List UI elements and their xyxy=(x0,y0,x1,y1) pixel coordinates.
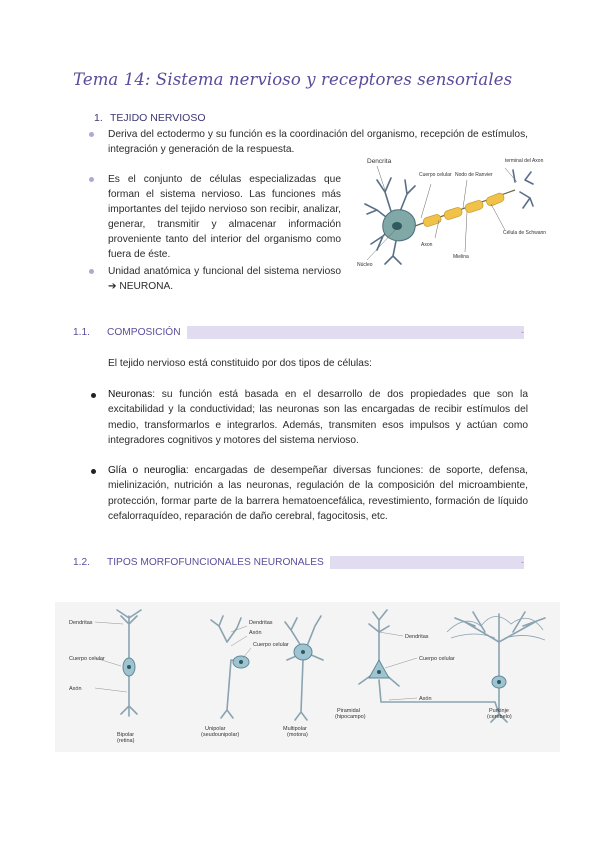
subsection-number: 1.2. xyxy=(73,557,90,568)
subsection-heading-tipos xyxy=(73,557,324,568)
bipolar-name: Bipolar xyxy=(117,732,135,738)
term-neuronas: Neuronas xyxy=(108,389,153,400)
unipolar-name: Unipolar xyxy=(205,726,226,732)
subsection-title: COMPOSICIÓN xyxy=(107,327,181,338)
bullet-dot xyxy=(89,177,94,182)
pyramidal-name: Piramidal xyxy=(337,708,360,714)
multipolar-sub: (motora) xyxy=(287,732,308,738)
term-glia: Glía o neuroglia xyxy=(108,465,186,476)
heading-highlight-bar xyxy=(187,326,524,339)
purkinje-sub: (cerebelo) xyxy=(487,714,512,720)
label-axon: Axon xyxy=(421,242,433,248)
glia-text: : encargadas de desempeñar diversas funciones: de soporte, defensa, mielinización, nutrición a las neuronas, regulación de la composición del microambiente, protección, formar parte de la barrera hematoencefálica, revestimiento, formación de líquido cefalorraquídeo, reparación de daño cerebral, fagocitosis, etc. xyxy=(108,465,528,522)
unipolar-sub: (seudounipolar) xyxy=(201,732,240,738)
label-schwann: Célula de Schwann xyxy=(503,230,547,236)
multipolar-name: Multipolar xyxy=(283,726,307,732)
purkinje-name: Purkinje xyxy=(489,708,509,714)
neuron-types-diagram xyxy=(55,602,560,752)
neuronas-text: : su función está basada en el desarrollo de dos propiedades que son la excitabilidad y la conductividad; las neuronas son las encargadas de recibir estímulos del medio, transformarlos e integrarlos. Además, transmiten esos impulsos y actúan como integradores cognitivos y motores del sistema nervioso. xyxy=(108,389,528,446)
unipolar-body-label: Cuerpo celular xyxy=(253,642,289,648)
section-title: TEJIDO NERVIOSO xyxy=(110,112,206,124)
unipolar-axon-label: Axón xyxy=(249,630,262,636)
bullet-text: Es el conjunto de células especializadas que forman el sistema nervioso. Las funciones más importantes del tejido nervioso son recibir, analizar, generar, transmitir y almacenar información proveniente tanto del interior del organismo como fuera de éste. xyxy=(108,174,341,260)
page-title: Tema 14: Sistema nervioso y receptores sensoriales xyxy=(73,70,513,89)
label-nucleus: Núcleo xyxy=(357,262,373,268)
subsection-heading-composicion xyxy=(73,327,181,338)
label-myelin: Mielina xyxy=(453,254,469,260)
heading-dash: - xyxy=(521,327,524,337)
bullet-text: Deriva del ectodermo y su función es la coordinación del organismo, recepción de estímulos, integración y generación de la respuesta. xyxy=(108,129,528,155)
bullet-dot xyxy=(91,469,96,474)
unipolar-dendrites-label: Dendritas xyxy=(249,620,273,626)
heading-dash: - xyxy=(521,557,524,567)
bipolar-sub: (retina) xyxy=(117,738,135,744)
section-heading-tejido xyxy=(94,112,206,124)
pyramidal-dendrites-label: Dendritas xyxy=(405,634,429,640)
subsection-title: TIPOS MORFOFUNCIONALES NEURONALES xyxy=(107,557,324,568)
pyramidal-sub: (hipocampo) xyxy=(335,714,366,720)
label-cell-body: Cuerpo celular xyxy=(419,172,452,178)
bullet-item xyxy=(108,172,341,262)
intro-paragraph: El tejido nervioso está constituido por dos tipos de células: xyxy=(108,358,372,369)
section-number: 1. xyxy=(94,112,103,124)
bullet-dot xyxy=(89,132,94,137)
neuronas-paragraph xyxy=(108,387,528,448)
neuron-diagram xyxy=(355,152,547,274)
bipolar-axon-label: Axón xyxy=(69,686,82,692)
bullet-dot xyxy=(89,269,94,274)
bullet-text: Unidad anatómica y funcional del sistema nervioso ➔ NEURONA. xyxy=(108,266,341,292)
heading-highlight-bar xyxy=(330,556,524,569)
bullet-dot xyxy=(91,393,96,398)
label-terminal: terminal del Axon xyxy=(505,158,544,164)
bipolar-dendrites-label: Dendritas xyxy=(69,620,93,626)
bullet-item xyxy=(108,264,341,294)
pyramidal-axon-label: Axón xyxy=(419,696,432,702)
bipolar-body-label: Cuerpo celular xyxy=(69,656,105,662)
glia-paragraph xyxy=(108,463,528,524)
pyramidal-body-label: Cuerpo celular xyxy=(419,656,455,662)
subsection-number: 1.1. xyxy=(73,327,90,338)
label-node: Nodo de Ranvier xyxy=(455,172,493,178)
label-dendrite: Dencrita xyxy=(367,158,392,165)
